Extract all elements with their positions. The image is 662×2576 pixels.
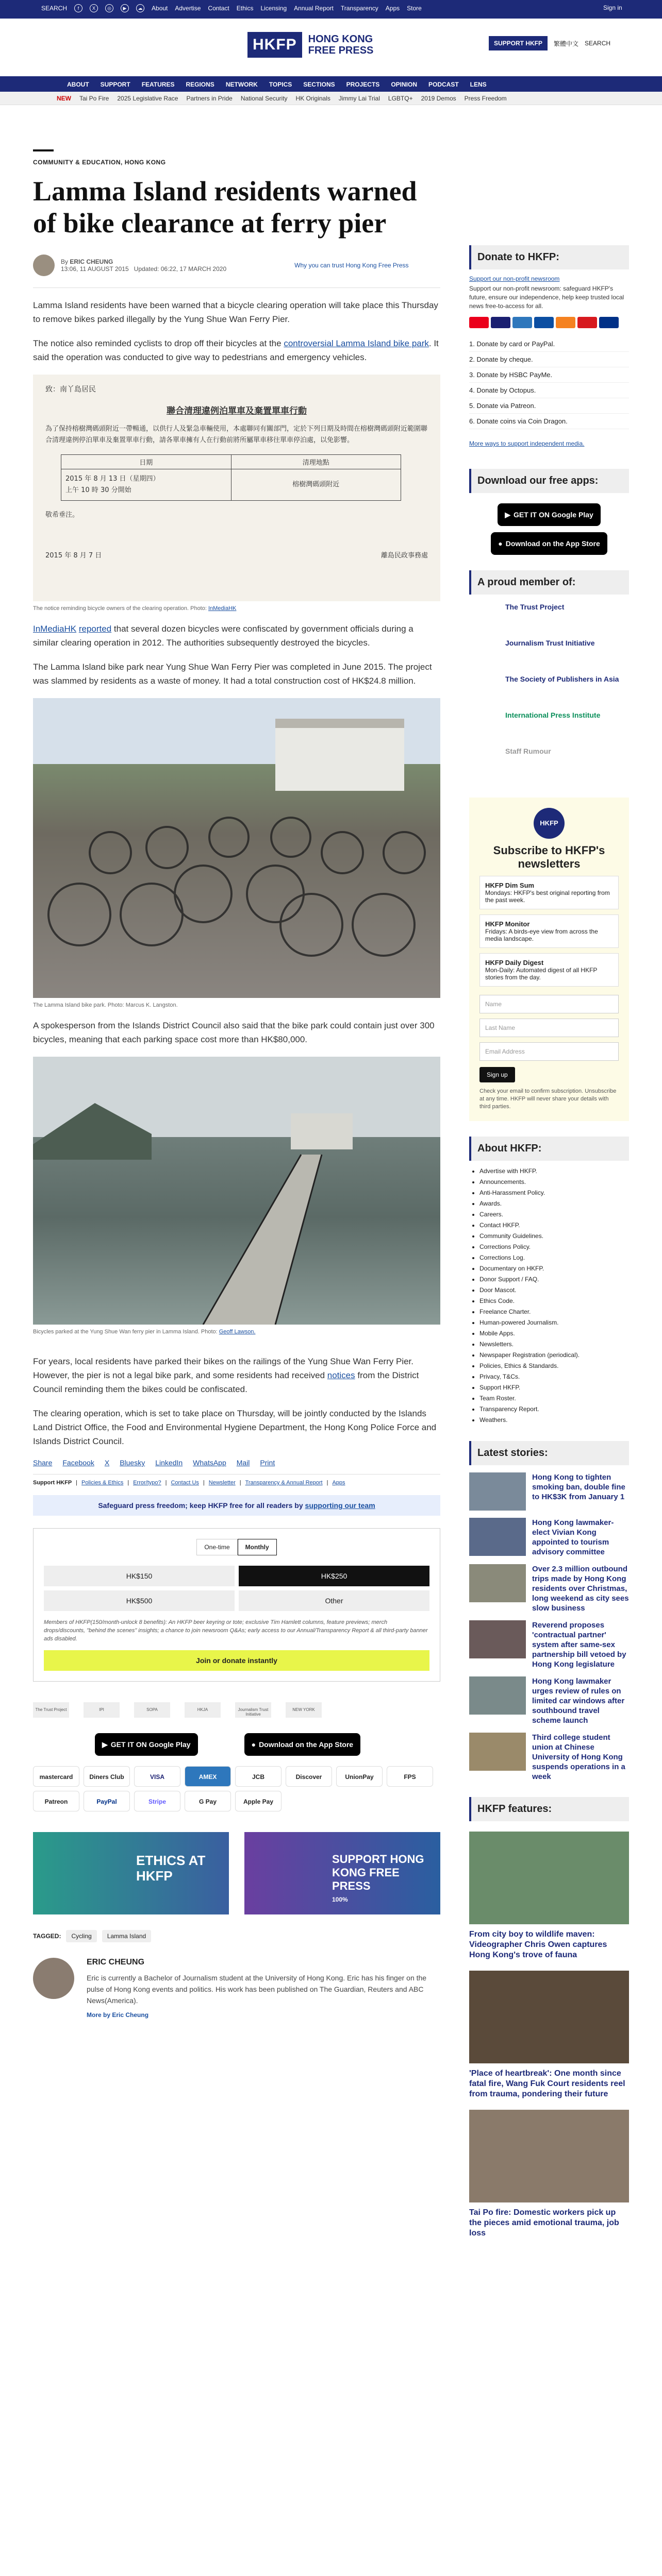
newsletter-title: Subscribe to HKFP's newsletters bbox=[493, 844, 605, 870]
contact-link[interactable]: Contact bbox=[208, 5, 229, 12]
donate-method[interactable]: 6. Donate coins via Coin Dragon. bbox=[469, 414, 629, 429]
more-by-author-link[interactable]: More by Eric Cheung bbox=[87, 2011, 149, 2019]
latest-story[interactable]: Over 2.3 million outbound trips made by Hong Kong residents over Christmas, long weekend as city sees slow business bbox=[469, 1564, 629, 1613]
feature-image bbox=[469, 1832, 629, 1924]
latest-story[interactable]: Hong Kong to tighten smoking ban, double fine to HK$3K from January 1 bbox=[469, 1472, 629, 1511]
about-list bbox=[469, 1166, 629, 1426]
bike-park-link[interactable]: controversial Lamma Island bike park bbox=[284, 338, 429, 348]
about-link[interactable]: • Policies, Ethics & Standards. bbox=[479, 1361, 629, 1371]
payment-icon: FPS bbox=[387, 1766, 433, 1787]
newsletter-box bbox=[469, 798, 629, 1121]
author-bio: Eric is currently a Bachelor of Journalism student at the University of Hong Kong. Eric has his finger on the pulse of Hong Kong events and politics. His work has been published on The Guardian, Reuters and ABC News(America). bbox=[87, 1974, 427, 2005]
author-box-name[interactable]: ERIC CHEUNG bbox=[87, 1958, 145, 1967]
share-bar bbox=[33, 1459, 440, 1467]
paragraph: InMediaHK reported that several dozen bicycles were confiscated by government officials during a similar clearing operation in 2012. The authorities subsequently destroyed the bicycles. bbox=[33, 624, 413, 648]
trending-item[interactable]: 2019 Demos bbox=[421, 95, 456, 102]
inmedia-link[interactable]: InMediaHK bbox=[33, 624, 77, 634]
tags bbox=[33, 1930, 440, 1942]
partner-logo[interactable]: HKJA bbox=[185, 1702, 221, 1718]
newsletter-note: Check your email to confirm subscription. Unsubscribe at any time. HKFP will never share your details with third parties. bbox=[479, 1088, 617, 1110]
payment-icon: mastercard bbox=[33, 1766, 79, 1787]
nav-support[interactable]: SUPPORT bbox=[100, 81, 130, 88]
logo-name-2: FREE PRESS bbox=[308, 45, 374, 56]
apps-heading: Download our free apps: bbox=[469, 469, 629, 493]
sidebar-app-store[interactable]: ● Download on the App Store bbox=[491, 532, 607, 555]
support-team-link[interactable]: supporting our team bbox=[305, 1501, 375, 1510]
site-logo[interactable] bbox=[247, 32, 373, 58]
bluesky-icon[interactable]: ☁ bbox=[136, 4, 144, 12]
member-logo[interactable]: International Press Institute bbox=[505, 711, 601, 719]
member-heading: A proud member of: bbox=[469, 570, 629, 595]
last-name-input[interactable]: Last Name bbox=[479, 1019, 619, 1037]
advertise-link[interactable]: Advertise bbox=[175, 5, 201, 12]
licensing-link[interactable]: Licensing bbox=[260, 5, 287, 12]
more-ways-link[interactable]: More ways to support independent media. bbox=[469, 440, 585, 447]
tags-label: TAGGED: bbox=[33, 1933, 61, 1940]
apps-link[interactable]: Apps bbox=[385, 5, 400, 12]
trust-link[interactable]: Why you can trust Hong Kong Free Press bbox=[294, 262, 409, 269]
unionpay-icon bbox=[577, 317, 597, 328]
nav-regions[interactable]: REGIONS bbox=[186, 81, 214, 88]
paragraph: Lamma Island residents have been warned that a bicycle clearing operation will take place this Thursday to remove bikes parked illegally by the Yung Shue Wan Ferry Pier. bbox=[33, 300, 438, 324]
nav-projects[interactable]: PROJECTS bbox=[346, 81, 380, 88]
join-donate-button[interactable]: Join or donate instantly bbox=[44, 1650, 429, 1671]
trending-item[interactable]: HK Originals bbox=[295, 95, 330, 102]
about-heading: About HKFP: bbox=[469, 1137, 629, 1161]
support-link[interactable]: Support HKFP bbox=[33, 1480, 72, 1486]
apple-icon: ● bbox=[498, 539, 503, 548]
about-link[interactable]: • Awards. bbox=[479, 1198, 629, 1209]
linkedin-share[interactable]: LinkedIn bbox=[155, 1459, 183, 1467]
support-banner: Safeguard press freedom; keep HKFP free for all readers by supporting our team bbox=[33, 1495, 440, 1516]
whatsapp-share[interactable]: WhatsApp bbox=[193, 1459, 226, 1467]
caption-link[interactable]: InMediaHK bbox=[208, 605, 237, 612]
sign-in-link[interactable]: Sign in bbox=[603, 4, 622, 11]
google-play-button[interactable]: ▶ GET IT ON Google Play bbox=[95, 1733, 198, 1756]
tag[interactable]: Cycling bbox=[66, 1930, 96, 1942]
email-input[interactable]: Email Address bbox=[479, 1042, 619, 1061]
x-share[interactable]: X bbox=[104, 1459, 110, 1467]
pier-illustration bbox=[33, 1057, 440, 1325]
google-play-icon: ▶ bbox=[505, 510, 510, 519]
latest-story[interactable]: Hong Kong lawmaker-elect Vivian Kong appointed to tourism advisory committee bbox=[469, 1518, 629, 1557]
footer-link[interactable]: Newsletter bbox=[208, 1480, 236, 1486]
latest-stories bbox=[469, 1472, 629, 1782]
donate-payment-icons bbox=[469, 317, 629, 328]
payment-icon: Stripe bbox=[134, 1791, 180, 1811]
latest-heading: Latest stories: bbox=[469, 1441, 629, 1465]
donate-methods bbox=[469, 336, 629, 429]
sidebar bbox=[469, 245, 629, 2239]
features-heading: HKFP features: bbox=[469, 1797, 629, 1821]
one-time-toggle[interactable]: One-time bbox=[196, 1539, 237, 1555]
story-thumbnail bbox=[469, 1620, 526, 1658]
paragraph: A spokesperson from the Islands District Council also said that the bike park could contain just over 300 bicycles, meaning that each parking space cost more than HK$80,000. bbox=[33, 1021, 435, 1044]
paragraph: The clearing operation, which is set to take place on Thursday, will be jointly conducted by the Islands Land District Office, the Food and Environmental Hygiene Department, the Hong Kong Police Force and Islands District Council. bbox=[33, 1409, 437, 1446]
partner-logo[interactable]: NEW YORK bbox=[286, 1702, 322, 1718]
payment-icon: PayPal bbox=[84, 1791, 130, 1811]
discover-icon bbox=[556, 317, 575, 328]
about-link[interactable]: • Mobile Apps. bbox=[479, 1328, 629, 1339]
updated-date: Updated: 06:22, 17 MARCH 2020 bbox=[134, 265, 227, 273]
amex-icon bbox=[512, 317, 532, 328]
header-search-link[interactable]: SEARCH bbox=[585, 40, 611, 47]
feature-image bbox=[469, 1971, 629, 2063]
about-link[interactable]: • Anti-Harassment Policy. bbox=[479, 1188, 629, 1198]
about-link[interactable]: • Weathers. bbox=[479, 1415, 629, 1426]
store-link[interactable]: Store bbox=[407, 5, 422, 12]
paragraph: The Lamma Island bike park near Yung Shue Wan Ferry Pier was completed in June 2015. The project was slammed by residents as a waste of money. It had a total construction cost of HK$24.8 million. bbox=[33, 662, 432, 686]
print-button[interactable]: Print bbox=[260, 1459, 275, 1467]
name-input[interactable]: Name bbox=[479, 995, 619, 1013]
sign-up-button[interactable]: Sign up bbox=[479, 1067, 515, 1082]
nav-sections[interactable]: SECTIONS bbox=[303, 81, 335, 88]
ethics-promo[interactable]: ETHICS AT HKFP bbox=[33, 1832, 229, 1914]
donate-description: Support our non-profit newsroom: safeguard HKFP's future, ensure our independence, help keep trusted local news free-to-access for all. bbox=[469, 285, 624, 310]
author-box bbox=[33, 1958, 440, 2019]
publish-date: 13:06, 11 AUGUST 2015 bbox=[61, 265, 129, 273]
payment-icon: G Pay bbox=[185, 1791, 231, 1811]
donate-method[interactable]: 3. Donate by HSBC PayMe. bbox=[469, 367, 629, 383]
support-hkfp-button[interactable]: SUPPORT HKFP bbox=[489, 36, 548, 50]
paragraph: The notice also reminded cyclists to drop off their bicycles at the controversial Lamma Island bike park. It said the operation was conducted to give way to pedestrians and emergency vehicles. bbox=[33, 338, 439, 362]
apple-icon: ● bbox=[251, 1740, 256, 1749]
feature-story[interactable]: From city boy to wildlife maven: Videographer Chris Owen captures Hong Kong's trove of fauna bbox=[469, 1832, 629, 1960]
about-link[interactable]: • Team Roster. bbox=[479, 1393, 629, 1404]
byline: By ERIC CHEUNG 13:06, 11 AUGUST 2015 Updated: 06:22, 17 MARCH 2020 Why you can trust Hong Kong Free Press bbox=[33, 255, 440, 276]
payment-icon: VISA bbox=[134, 1766, 180, 1787]
jcb-icon bbox=[534, 317, 554, 328]
amount-option-other[interactable]: Other bbox=[239, 1590, 429, 1611]
facebook-share[interactable]: Facebook bbox=[62, 1459, 94, 1467]
donate-method[interactable]: 2. Donate by cheque. bbox=[469, 352, 629, 367]
about-link[interactable]: • Transparency Report. bbox=[479, 1404, 629, 1415]
mail-share[interactable]: Mail bbox=[236, 1459, 250, 1467]
author-avatar bbox=[33, 255, 55, 276]
partner-logo[interactable]: The Trust Project bbox=[33, 1702, 69, 1718]
caption: The notice reminding bicycle owners of the clearing operation. Photo: InMediaHK bbox=[33, 605, 237, 612]
trending-item[interactable]: 2025 Legislative Race bbox=[117, 95, 178, 102]
trending-item[interactable]: Tai Po Fire bbox=[79, 95, 109, 102]
about-link[interactable]: • Ethics Code. bbox=[479, 1296, 629, 1307]
story-thumbnail bbox=[469, 1564, 526, 1602]
caption: The Lamma Island bike park. Photo: Marcus K. Langston. bbox=[33, 1002, 178, 1008]
about-link[interactable]: • Newspaper Registration (periodical). bbox=[479, 1350, 629, 1361]
author-box-avatar bbox=[33, 1958, 74, 1999]
payment-icon: Diners Club bbox=[84, 1766, 130, 1787]
newsletter-option[interactable]: HKFP Monitor Fridays: A birds-eye view from across the media landscape. bbox=[479, 914, 619, 948]
nav-podcast[interactable]: PODCAST bbox=[428, 81, 459, 88]
bike-park-photo bbox=[33, 698, 440, 998]
bike-park-illustration bbox=[33, 698, 440, 998]
visa-icon bbox=[491, 317, 510, 328]
member-logo[interactable]: Journalism Trust Initiative bbox=[505, 639, 595, 647]
article-category[interactable]: COMMUNITY & EDUCATION, HONG KONG bbox=[33, 159, 166, 166]
payment-icon: JCB bbox=[235, 1766, 282, 1787]
membership-note: Members of HKFP(150/month-unlock 8 benefits): An HKFP beer keyring or tote; exclusive Tim Hamlett columns, feature previews; merch drops/discounts, "behind the scenes" insights; a chance to join newsroom Q&As; early access to our Annual/Transparency Report & all third-party banner ads disabled. bbox=[44, 1619, 428, 1642]
about-link[interactable]: • Door Mascot. bbox=[479, 1285, 629, 1296]
youtube-icon[interactable]: ▶ bbox=[121, 4, 129, 12]
partner-logo[interactable]: SOPA bbox=[134, 1702, 170, 1718]
about-link[interactable]: • Contact HKFP. bbox=[479, 1220, 629, 1231]
about-link[interactable]: • Community Guidelines. bbox=[479, 1231, 629, 1242]
article-title: Lamma Island residents warned of bike clearance at ferry pier bbox=[33, 176, 417, 239]
paypal-icon bbox=[599, 317, 619, 328]
trending-item[interactable]: Jimmy Lai Trial bbox=[338, 95, 380, 102]
story-thumbnail bbox=[469, 1518, 526, 1556]
about-link[interactable]: About bbox=[152, 5, 168, 12]
about-link[interactable]: • Advertise with HKFP. bbox=[479, 1166, 629, 1177]
annual-report-link[interactable]: Annual Report bbox=[294, 5, 334, 12]
payment-methods bbox=[33, 1766, 435, 1811]
search-link[interactable]: SEARCH bbox=[41, 5, 68, 12]
donate-method[interactable]: 5. Donate via Patreon. bbox=[469, 398, 629, 414]
partner-logo[interactable]: IPI bbox=[84, 1702, 120, 1718]
monthly-toggle[interactable]: Monthly bbox=[238, 1539, 277, 1555]
feature-story[interactable]: Tai Po fire: Domestic workers pick up the pieces amid emotional trauma, job loss bbox=[469, 2110, 629, 2239]
trending-item[interactable]: LGBTQ+ bbox=[388, 95, 413, 102]
feature-story[interactable]: 'Place of heartbreak': One month since fatal fire, Wang Fuk Court residents reel from trauma, pondering their future bbox=[469, 1971, 629, 2099]
nav-about[interactable]: ABOUT bbox=[67, 81, 89, 88]
about-link[interactable]: • Announcements. bbox=[479, 1177, 629, 1188]
donate-heading: Donate to HKFP: bbox=[469, 245, 629, 269]
article-footer-links: Support HKFP | Policies & Ethics | Error/typo? | Contact Us | Newsletter | Transparency & Annual Report | Apps bbox=[33, 1474, 440, 1486]
nav-opinion[interactable]: OPINION bbox=[391, 81, 417, 88]
language-link[interactable]: 繁體中文 bbox=[554, 40, 579, 47]
share-button[interactable]: Share bbox=[33, 1459, 53, 1467]
paragraph: For years, local residents have parked their bikes on the railings of the Yung Shue Wan Ferry Pier. However, the pier is not a legal bike park, and some residents had received notices from the District Council reminding them the bikes could be confiscated. bbox=[33, 1357, 419, 1394]
about-link[interactable]: • Careers. bbox=[479, 1209, 629, 1220]
payment-icon: UnionPay bbox=[336, 1766, 383, 1787]
newsletter-option[interactable]: HKFP Dim Sum Mondays: HKFP's best original reporting from the past week. bbox=[479, 876, 619, 909]
instagram-icon[interactable]: ◎ bbox=[105, 4, 113, 12]
about-link[interactable]: • Human-powered Journalism. bbox=[479, 1317, 629, 1328]
author-name[interactable]: ERIC CHEUNG bbox=[70, 258, 113, 265]
caption: Bicycles parked at the Yung Shue Wan ferry pier in Lamma Island. Photo: Geoff Lawson. bbox=[33, 1329, 256, 1335]
notice-image: 致：南丫島居民 聯合清理違例泊單車及棄置單車行動 為了保持榕樹灣碼頭附近一帶暢通，以供行人及緊急車輛使用，本處聯同有關部門，定於下列日期及時間在榕樹灣碼頭附近範圍聯合清理違例停泊單車及棄置單車行動，請各單車擁有人在行動前將所屬單車移往單車停泊處，以免影響。 日期 2015 年 8 月 13 日（星期四） 上午 10 時 30 分開始 清理地點 榕樹灣碼頭附近 敬希垂注。 2015 年 8 月 7 日 離島民政事務處 bbox=[33, 375, 440, 601]
top-utility-bar bbox=[0, 0, 662, 19]
story-thumbnail bbox=[469, 1472, 526, 1511]
trending-item[interactable]: Press Freedom bbox=[464, 95, 507, 102]
caption-link[interactable]: Geoff Lawson. bbox=[219, 1329, 256, 1335]
latest-story[interactable]: Third college student union at Chinese University of Hong Kong suspends operations in a week bbox=[469, 1733, 629, 1782]
latest-story[interactable]: Reverend proposes 'contractual partner' system after same-sex partnership bill vetoed by Hong Kong legislature bbox=[469, 1620, 629, 1669]
newsletter-option[interactable]: HKFP Daily Digest Mon-Daily: Automated digest of all HKFP stories from the day. bbox=[479, 953, 619, 987]
feature-image bbox=[469, 2110, 629, 2202]
nav-lens[interactable]: LENS bbox=[470, 81, 487, 88]
ferry-pier-photo bbox=[33, 1057, 440, 1325]
about-link[interactable]: • Newsletters. bbox=[479, 1339, 629, 1350]
footer-link[interactable]: Contact Us bbox=[171, 1480, 199, 1486]
donate-text bbox=[469, 275, 629, 283]
story-thumbnail bbox=[469, 1733, 526, 1771]
donate-widget bbox=[33, 1528, 440, 1682]
app-store-button[interactable]: ● Download on the App Store bbox=[244, 1733, 361, 1756]
payment-icon: Apple Pay bbox=[235, 1791, 282, 1811]
kicker-rule bbox=[33, 149, 54, 151]
member-logo[interactable]: Staff Rumour bbox=[505, 747, 551, 755]
google-play-icon: ▶ bbox=[102, 1740, 108, 1749]
logo-name-1: HONG KONG bbox=[308, 33, 373, 45]
partner-logos bbox=[33, 1702, 440, 1718]
footer-link[interactable]: Transparency & Annual Report bbox=[245, 1480, 323, 1486]
ethics-link[interactable]: Ethics bbox=[236, 5, 254, 12]
partner-logo[interactable]: Journalism Trust Initiative bbox=[235, 1702, 271, 1718]
donate-method[interactable]: 4. Donate by Octopus. bbox=[469, 383, 629, 398]
about-link[interactable]: • Corrections Policy. bbox=[479, 1242, 629, 1252]
payment-icon: Patreon bbox=[33, 1791, 79, 1811]
tag[interactable]: Lamma Island bbox=[102, 1930, 151, 1942]
amount-option-selected[interactable]: HK$250 bbox=[239, 1566, 429, 1586]
mastercard-icon bbox=[469, 317, 489, 328]
facebook-icon[interactable]: f bbox=[74, 4, 82, 12]
notices-link[interactable]: notices bbox=[327, 1370, 355, 1380]
story-thumbnail bbox=[469, 1676, 526, 1715]
support-promo[interactable]: SUPPORT HONG KONG FREE PRESS 100% bbox=[244, 1832, 440, 1914]
about-link[interactable]: • Documentary on HKFP. bbox=[479, 1263, 629, 1274]
nav-network[interactable]: NETWORK bbox=[225, 81, 258, 88]
about-link[interactable]: • Donor Support / FAQ. bbox=[479, 1274, 629, 1285]
payment-icon: Discover bbox=[286, 1766, 332, 1787]
reported-link[interactable]: reported bbox=[78, 624, 112, 634]
article bbox=[33, 149, 440, 2019]
footer-link[interactable]: Apps bbox=[332, 1480, 345, 1486]
about-link[interactable]: • Corrections Log. bbox=[479, 1252, 629, 1263]
donate-link[interactable]: Support our non-profit newsroom bbox=[469, 275, 560, 282]
transparency-link[interactable]: Transparency bbox=[340, 5, 378, 12]
about-link[interactable]: • Support HKFP. bbox=[479, 1382, 629, 1393]
latest-story[interactable]: Hong Kong lawmaker urges review of rules on limited car windows after southbound travel scheme launch bbox=[469, 1676, 629, 1725]
trending-item[interactable]: Partners in Pride bbox=[186, 95, 233, 102]
member-logo[interactable]: The Trust Project bbox=[505, 603, 565, 611]
about-link[interactable]: • Freelance Charter. bbox=[479, 1307, 629, 1317]
amount-option[interactable]: HK$150 bbox=[44, 1566, 235, 1586]
trending-item[interactable]: National Security bbox=[240, 95, 288, 102]
x-icon[interactable]: X bbox=[90, 4, 98, 12]
sidebar-google-play[interactable]: ▶ GET IT ON Google Play bbox=[498, 503, 601, 526]
main-nav bbox=[0, 76, 662, 92]
nav-features[interactable]: FEATURES bbox=[141, 81, 175, 88]
footer-link[interactable]: Error/typo? bbox=[133, 1480, 161, 1486]
promo-videos bbox=[33, 1832, 440, 1914]
about-link[interactable]: • Privacy, T&Cs. bbox=[479, 1371, 629, 1382]
payment-icon: AMEX bbox=[185, 1766, 231, 1787]
newsletter-logo: HKFP bbox=[534, 808, 565, 839]
new-badge: NEW bbox=[57, 95, 71, 102]
bluesky-share[interactable]: Bluesky bbox=[120, 1459, 145, 1467]
nav-topics[interactable]: TOPICS bbox=[269, 81, 292, 88]
footer-link[interactable]: Policies & Ethics bbox=[81, 1480, 124, 1486]
donate-method[interactable]: 1. Donate by card or PayPal. bbox=[469, 336, 629, 352]
amount-option[interactable]: HK$500 bbox=[44, 1590, 235, 1611]
member-logo[interactable]: The Society of Publishers in Asia bbox=[505, 675, 619, 683]
logo-mark: HKFP bbox=[247, 32, 302, 58]
trending-bar bbox=[0, 92, 662, 105]
